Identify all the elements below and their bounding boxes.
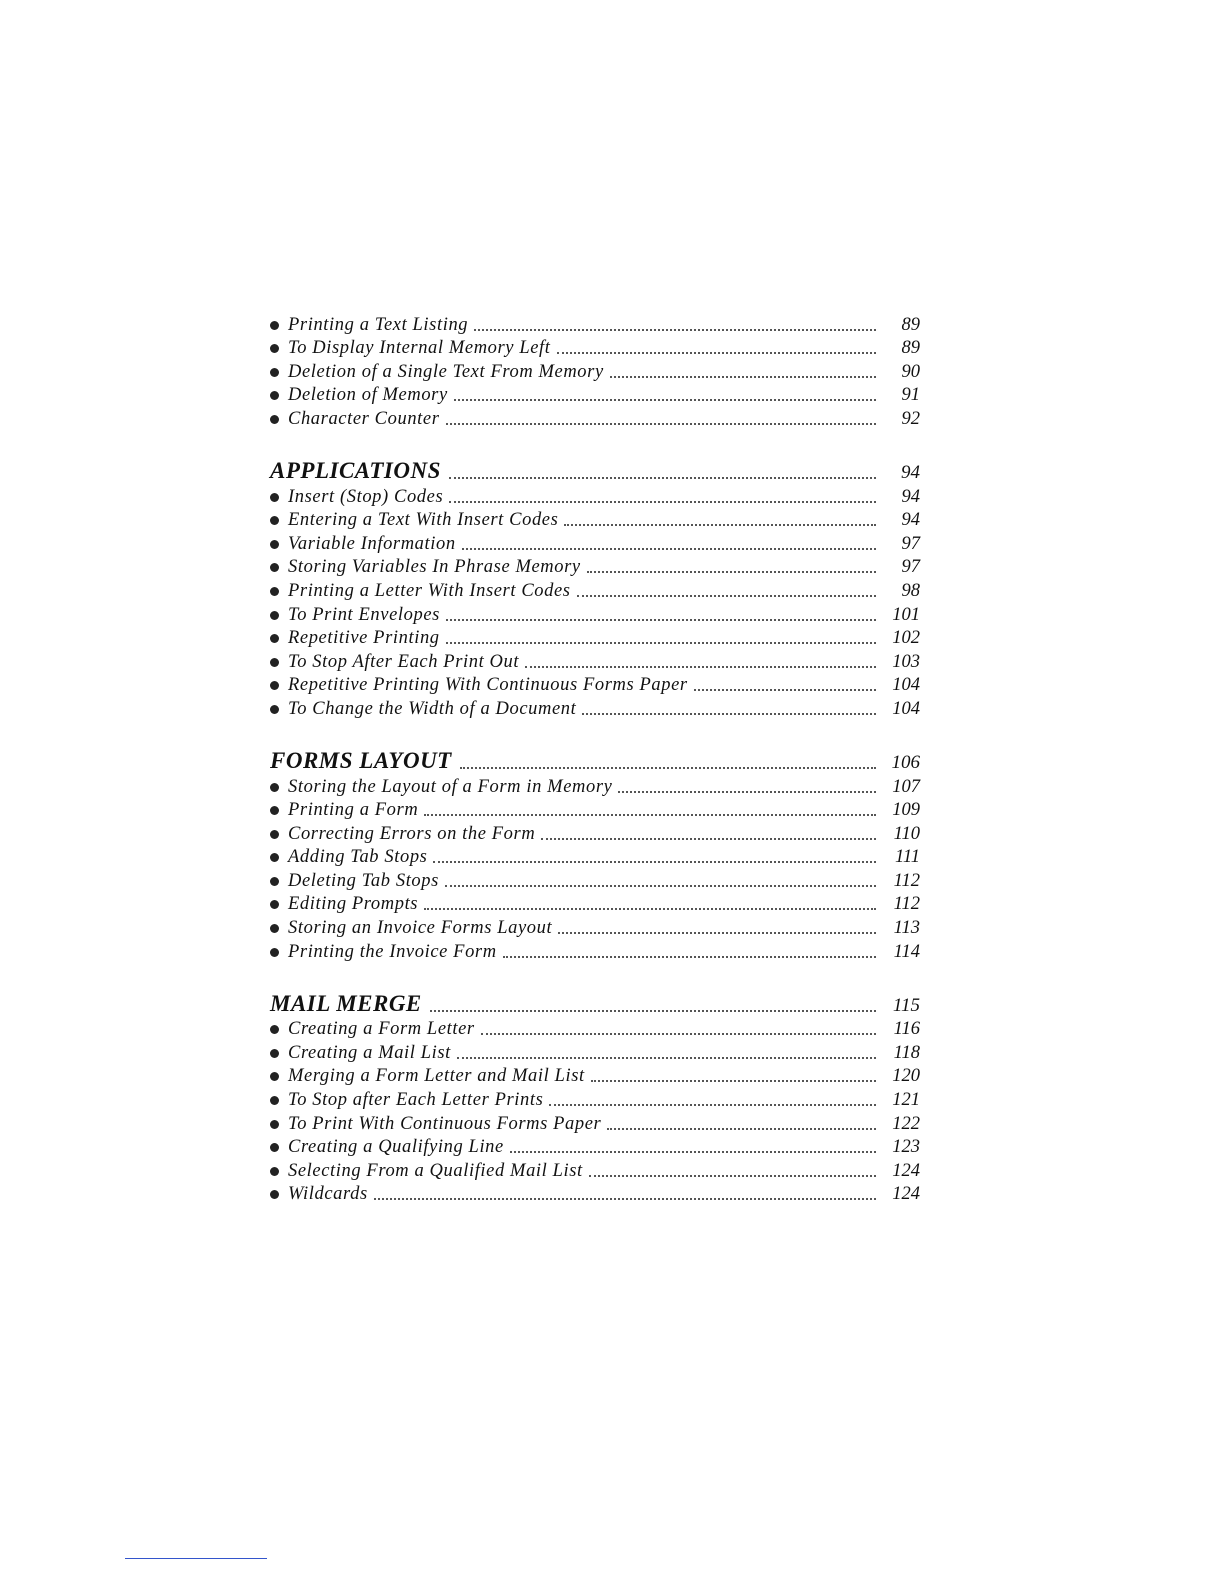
toc-entry-page-number: 118 <box>893 1042 920 1063</box>
toc-entry-title: Creating a Form Letter <box>288 1019 475 1040</box>
bullet-icon <box>270 783 279 792</box>
toc-entry[interactable] <box>270 845 920 869</box>
dot-leader <box>481 1033 876 1035</box>
toc-entry-title: To Print Envelopes <box>288 604 440 625</box>
toc-entry-page-number: 110 <box>893 823 920 844</box>
dot-leader <box>591 1080 876 1082</box>
toc-entry-title: Storing the Layout of a Form in Memory <box>288 776 613 797</box>
bullet-icon <box>270 705 279 714</box>
toc-entry[interactable] <box>270 649 920 673</box>
toc-entry-page-number: 101 <box>892 604 920 625</box>
toc-entry[interactable] <box>270 578 920 602</box>
bullet-icon <box>270 540 279 549</box>
toc-entry-title: Repetitive Printing With Continuous Forms Paper <box>288 675 688 696</box>
section-heading-title: FORMS LAYOUT <box>270 747 452 773</box>
toc-entry-title: Entering a Text With Insert Codes <box>288 510 559 531</box>
section-page-number: 106 <box>891 751 920 773</box>
bullet-icon <box>270 1096 279 1105</box>
dot-leader <box>430 1010 876 1012</box>
toc-entry[interactable] <box>270 336 920 360</box>
toc-entry-title: Merging a Form Letter and Mail List <box>288 1066 585 1087</box>
bullet-icon <box>270 1143 279 1152</box>
toc-entry-page-number: 112 <box>893 870 920 891</box>
dot-leader <box>582 713 876 715</box>
dot-leader <box>503 956 876 958</box>
toc-entry-title: Deleting Tab Stops <box>288 870 439 891</box>
dot-leader <box>610 376 876 378</box>
toc-entry-page-number: 91 <box>901 385 920 406</box>
dot-leader <box>558 932 876 934</box>
section-heading-title: APPLICATIONS <box>270 457 441 483</box>
toc-entry-page-number: 109 <box>892 800 920 821</box>
toc-entry[interactable] <box>270 555 920 579</box>
bullet-icon <box>270 368 279 377</box>
toc-entry[interactable] <box>270 508 920 532</box>
footnote-rule <box>125 1558 267 1559</box>
bullet-icon <box>270 1120 279 1129</box>
bullet-icon <box>270 1025 279 1034</box>
toc-entry[interactable] <box>270 1087 920 1111</box>
toc-entry-page-number: 120 <box>892 1066 920 1087</box>
toc-entry-page-number: 90 <box>901 361 920 382</box>
toc-entry[interactable] <box>270 626 920 650</box>
toc-entry[interactable] <box>270 602 920 626</box>
section-page-number: 115 <box>892 994 920 1016</box>
toc-entry-title: Character Counter <box>288 408 440 429</box>
toc-entry-title: Editing Prompts <box>288 894 419 915</box>
toc-entry[interactable] <box>270 406 920 430</box>
bullet-icon <box>270 806 279 815</box>
toc-entry-page-number: 89 <box>901 338 920 359</box>
bullet-icon <box>270 415 279 424</box>
dot-leader <box>449 501 876 503</box>
toc-entry[interactable] <box>270 821 920 845</box>
toc-entry[interactable] <box>270 1135 920 1159</box>
section-gap <box>270 963 920 973</box>
toc-entry[interactable] <box>270 1064 920 1088</box>
section-heading[interactable] <box>270 444 920 484</box>
toc-entry-title: To Stop after Each Letter Prints <box>288 1090 544 1111</box>
dot-leader <box>424 814 876 816</box>
toc-entry[interactable] <box>270 383 920 407</box>
toc-entry[interactable] <box>270 484 920 508</box>
toc-entry-title: Creating a Mail List <box>288 1042 451 1063</box>
dot-leader <box>607 1128 876 1130</box>
toc-entry[interactable] <box>270 1158 920 1182</box>
toc-entry-title: Printing a Text Listing <box>288 314 469 335</box>
toc-entry-title: Deletion of a Single Text From Memory <box>288 361 604 382</box>
toc-entry-title: Deletion of Memory <box>288 385 448 406</box>
toc-entry-page-number: 123 <box>892 1137 920 1158</box>
dot-leader <box>564 524 876 526</box>
dot-leader <box>618 791 876 793</box>
toc-entry-title: Storing Variables In Phrase Memory <box>288 557 581 578</box>
toc-entry-title: To Display Internal Memory Left <box>288 338 551 359</box>
toc-entry[interactable] <box>270 892 920 916</box>
toc-entry-title: To Print With Continuous Forms Paper <box>288 1113 602 1134</box>
bullet-icon <box>270 1072 279 1081</box>
toc-entry[interactable] <box>270 798 920 822</box>
dot-leader <box>446 619 876 621</box>
toc-entry-page-number: 94 <box>901 510 920 531</box>
toc-entry-title: Selecting From a Qualified Mail List <box>288 1160 583 1181</box>
toc-entry[interactable] <box>270 312 920 336</box>
toc-entry[interactable] <box>270 1182 920 1206</box>
toc-entry-title: Storing an Invoice Forms Layout <box>288 918 553 939</box>
toc-entry-page-number: 124 <box>892 1184 920 1205</box>
toc-entry-page-number: 89 <box>901 314 920 335</box>
toc-entry[interactable] <box>270 696 920 720</box>
dot-leader <box>374 1198 876 1200</box>
toc-entry-page-number: 104 <box>892 698 920 719</box>
bullet-icon <box>270 587 279 596</box>
toc-entry-title: Variable Information <box>288 533 456 554</box>
section-heading[interactable] <box>270 977 920 1017</box>
toc-entry-page-number: 103 <box>892 651 920 672</box>
toc-entry-page-number: 92 <box>901 408 920 429</box>
toc-entry[interactable] <box>270 774 920 798</box>
toc-entry-page-number: 107 <box>892 776 920 797</box>
toc-entry-page-number: 114 <box>893 941 920 962</box>
toc-entry[interactable] <box>270 1040 920 1064</box>
dot-leader <box>510 1151 876 1153</box>
toc-entry[interactable] <box>270 359 920 383</box>
toc-entry-page-number: 104 <box>892 675 920 696</box>
dot-leader <box>424 908 876 910</box>
dot-leader <box>433 861 876 863</box>
section-heading[interactable] <box>270 734 920 774</box>
toc-entry-page-number: 121 <box>892 1090 920 1111</box>
dot-leader <box>449 477 876 479</box>
dot-leader <box>460 767 876 769</box>
dot-leader <box>446 642 876 644</box>
bullet-icon <box>270 1190 279 1199</box>
toc-entry-page-number: 122 <box>892 1113 920 1134</box>
toc-entry-title: To Change the Width of a Document <box>288 698 577 719</box>
dot-leader <box>474 329 876 331</box>
toc-entry-title: Wildcards <box>288 1184 368 1205</box>
bullet-icon <box>270 321 279 330</box>
toc-entry-page-number: 102 <box>892 628 920 649</box>
bullet-icon <box>270 877 279 886</box>
toc-entry-title: Printing a Letter With Insert Codes <box>288 580 571 601</box>
dot-leader <box>577 595 876 597</box>
toc-entry[interactable] <box>270 915 920 939</box>
bullet-icon <box>270 658 279 667</box>
dot-leader <box>454 399 876 401</box>
bullet-icon <box>270 516 279 525</box>
bullet-icon <box>270 391 279 400</box>
toc-entry-title: Correcting Errors on the Form <box>288 823 536 844</box>
section-page-number: 94 <box>901 461 920 483</box>
table-of-contents <box>270 312 920 1205</box>
bullet-icon <box>270 681 279 690</box>
bullet-icon <box>270 344 279 353</box>
dot-leader <box>589 1175 876 1177</box>
bullet-icon <box>270 563 279 572</box>
bullet-icon <box>270 900 279 909</box>
section-heading-title: MAIL MERGE <box>270 990 422 1016</box>
toc-entry-page-number: 97 <box>901 557 920 578</box>
dot-leader <box>694 689 876 691</box>
section-gap <box>270 430 920 440</box>
toc-entry-page-number: 111 <box>894 847 920 868</box>
dot-leader <box>541 838 876 840</box>
dot-leader <box>446 423 876 425</box>
bullet-icon <box>270 830 279 839</box>
toc-entry[interactable] <box>270 531 920 555</box>
toc-entry[interactable] <box>270 1017 920 1041</box>
bullet-icon <box>270 634 279 643</box>
toc-entry-title: Repetitive Printing <box>288 628 440 649</box>
toc-entry-page-number: 124 <box>892 1160 920 1181</box>
dot-leader <box>457 1057 876 1059</box>
toc-entry[interactable] <box>270 673 920 697</box>
toc-entry-page-number: 112 <box>893 894 920 915</box>
dot-leader <box>525 666 876 668</box>
bullet-icon <box>270 948 279 957</box>
bullet-icon <box>270 493 279 502</box>
section-gap <box>270 720 920 730</box>
bullet-icon <box>270 1049 279 1058</box>
toc-entry[interactable] <box>270 939 920 963</box>
bullet-icon <box>270 853 279 862</box>
toc-entry-title: Adding Tab Stops <box>288 847 428 868</box>
toc-entry-page-number: 116 <box>893 1019 920 1040</box>
dot-leader <box>587 571 876 573</box>
dot-leader <box>557 352 876 354</box>
toc-entry-title: Printing the Invoice Form <box>288 941 497 962</box>
toc-entry[interactable] <box>270 1111 920 1135</box>
toc-entry-page-number: 94 <box>901 486 920 507</box>
toc-entry-title: To Stop After Each Print Out <box>288 651 520 672</box>
toc-entry-page-number: 113 <box>893 918 920 939</box>
toc-entry-title: Printing a Form <box>288 800 419 821</box>
dot-leader <box>549 1104 876 1106</box>
bullet-icon <box>270 1167 279 1176</box>
dot-leader <box>462 548 876 550</box>
dot-leader <box>445 885 876 887</box>
toc-entry-title: Insert (Stop) Codes <box>288 486 444 507</box>
toc-entry-page-number: 97 <box>901 533 920 554</box>
toc-entry-page-number: 98 <box>901 580 920 601</box>
bullet-icon <box>270 611 279 620</box>
toc-entry[interactable] <box>270 868 920 892</box>
toc-entry-title: Creating a Qualifying Line <box>288 1137 504 1158</box>
bullet-icon <box>270 924 279 933</box>
